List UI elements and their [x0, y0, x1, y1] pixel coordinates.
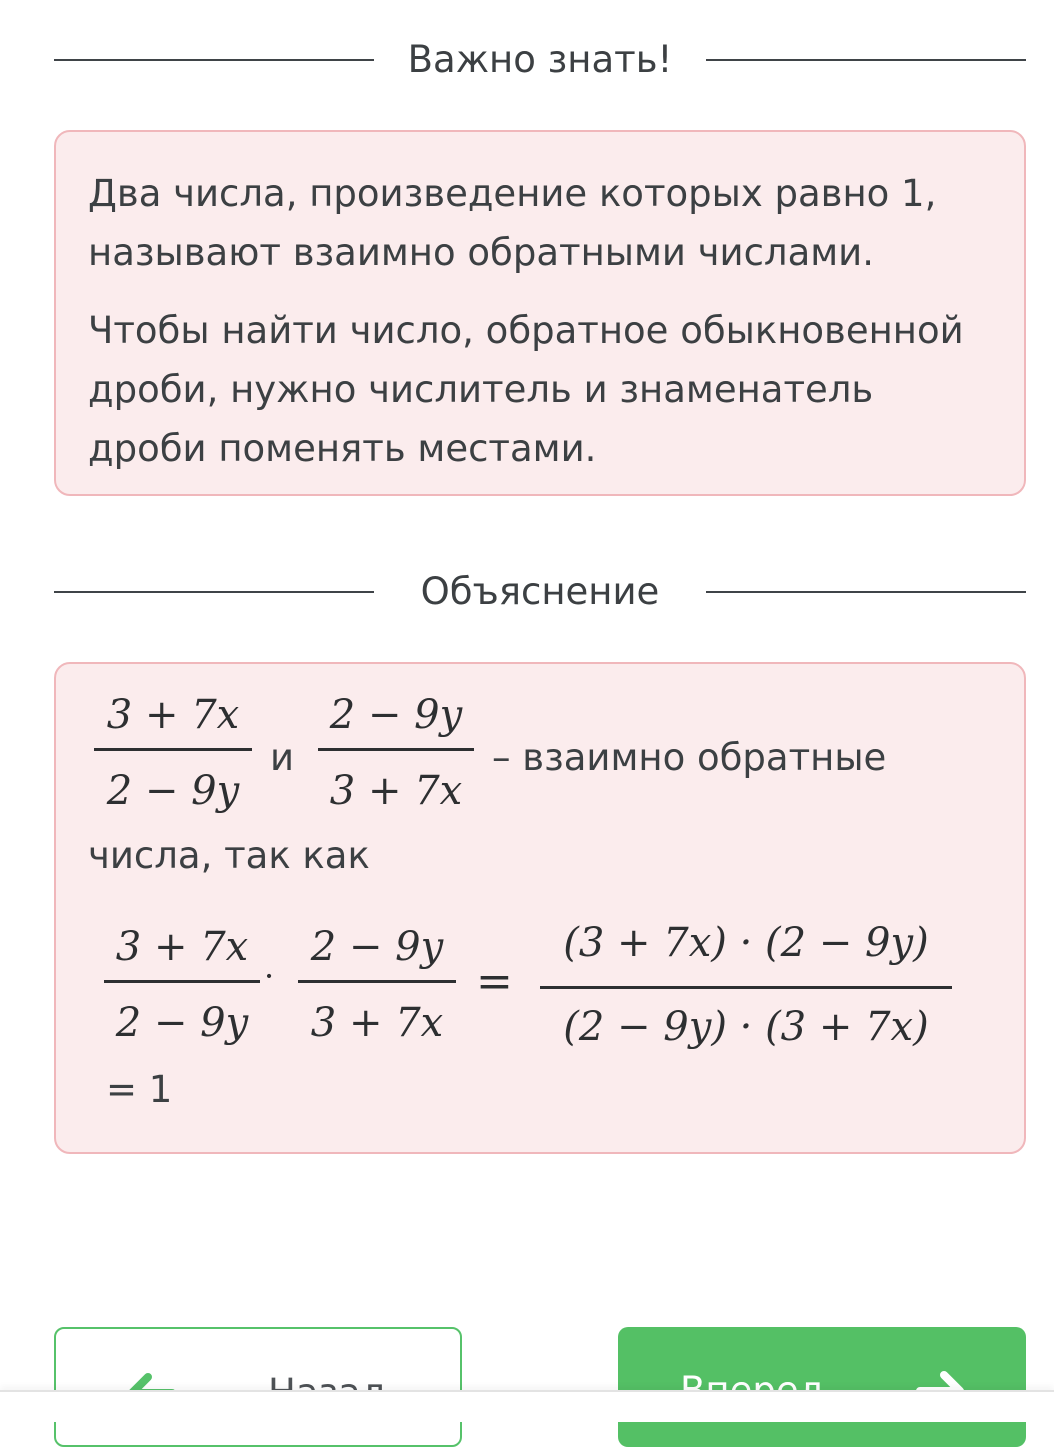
fraction-1-denominator: 2 − 9y — [106, 768, 240, 814]
equation-fraction-3-numerator: (3 + 7x) · (2 − 9y) — [563, 920, 929, 966]
explanation-info-box — [54, 662, 1026, 1154]
heading-rule-right — [706, 591, 1026, 593]
fraction-bar — [318, 748, 474, 751]
heading-rule-right — [706, 59, 1026, 61]
fraction-bar — [104, 980, 260, 983]
multiply-dot: · — [264, 957, 275, 995]
equation-fraction-1-numerator: 3 + 7x — [115, 924, 249, 970]
important-info-box — [54, 130, 1026, 496]
equation-fraction-3-denominator: (2 − 9y) · (3 + 7x) — [563, 1004, 929, 1050]
fraction-2-denominator: 3 + 7x — [329, 768, 463, 814]
fraction-bar — [94, 748, 252, 751]
explanation-heading-text: Объяснение — [420, 570, 660, 613]
important-paragraph-1: Два числа, произведение которых равно 1, называют взаимно обратными числами. — [88, 172, 937, 274]
back-button[interactable] — [54, 1327, 462, 1447]
reason-text: числа, так как — [88, 834, 370, 877]
fraction-bar — [540, 986, 952, 989]
important-paragraph-2: Чтобы найти число, обратное обыкновенной дроби, нужно числитель и знаменатель дроби поменять местами. — [88, 309, 964, 470]
important-heading — [54, 40, 1026, 80]
reciprocal-text: – взаимно обратные — [492, 736, 887, 779]
equation-fraction-2-denominator: 3 + 7x — [310, 1000, 444, 1046]
important-heading-text: Важно знать! — [407, 38, 673, 81]
forward-button[interactable] — [618, 1327, 1026, 1447]
conjunction-text: и — [270, 736, 295, 779]
equation-fraction-1-denominator: 2 − 9y — [115, 1000, 249, 1046]
equation-fraction-2-numerator: 2 − 9y — [310, 924, 444, 970]
explanation-heading — [54, 572, 1026, 612]
bottom-edge — [0, 1390, 1054, 1422]
equals-sign: = — [476, 956, 513, 1007]
fraction-bar — [298, 980, 456, 983]
fraction-2-numerator: 2 − 9y — [329, 692, 463, 738]
result-text: = 1 — [106, 1068, 173, 1111]
fraction-1-numerator: 3 + 7x — [106, 692, 240, 738]
